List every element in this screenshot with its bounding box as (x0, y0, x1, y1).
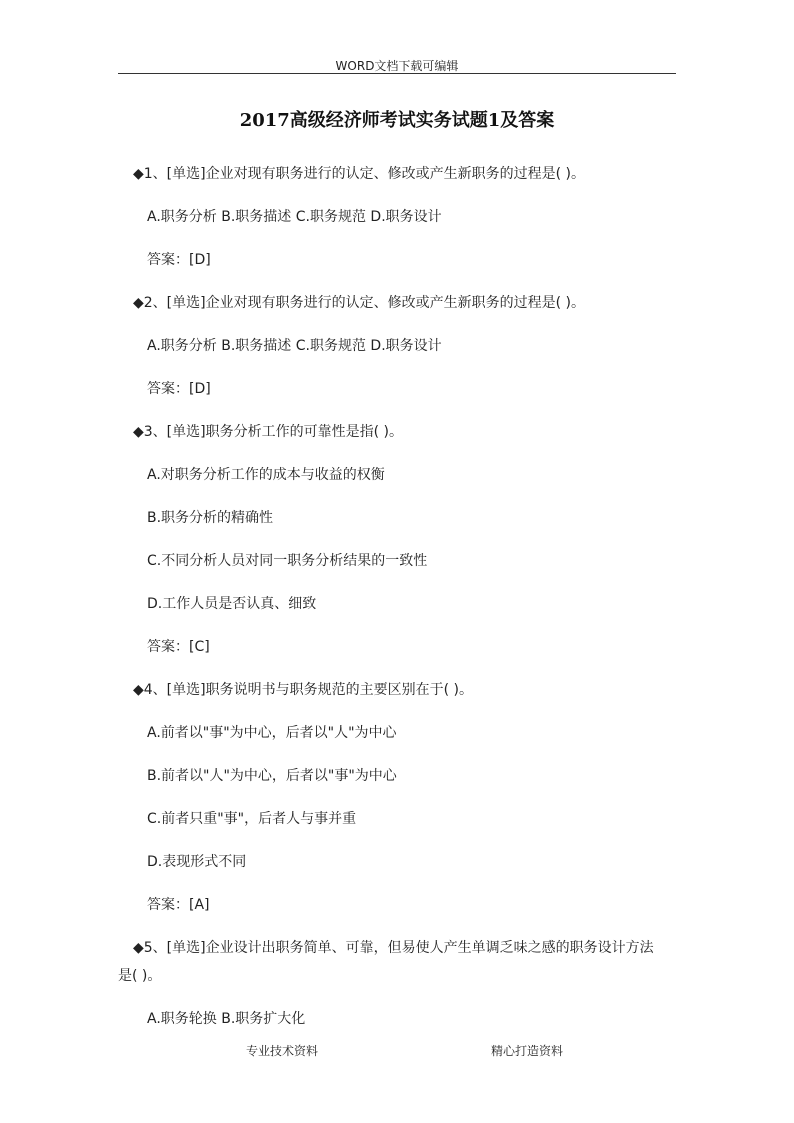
question-2-answer: 答案：[D] (147, 381, 211, 397)
question-5-options: A.职务轮换 B.职务扩大化 (147, 1011, 306, 1027)
question-3-option-d: D.工作人员是否认真、细致 (147, 596, 317, 612)
question-4-prompt: ◆4、[单选]职务说明书与职务规范的主要区别在于( )。 (133, 682, 473, 698)
question-5-prompt: ◆5、[单选]企业设计出职务简单、可靠，但易使人产生单调乏味之感的职务设计方法 (133, 940, 654, 956)
question-1-options: A.职务分析 B.职务描述 C.职务规范 D.职务设计 (147, 209, 442, 225)
question-3-option-a: A.对职务分析工作的成本与收益的权衡 (147, 467, 385, 483)
question-3-answer: 答案：[C] (147, 639, 210, 655)
question-4-option-d: D.表现形式不同 (147, 854, 247, 870)
question-4-answer: 答案：[A] (147, 897, 210, 913)
question-2-options: A.职务分析 B.职务描述 C.职务规范 D.职务设计 (147, 338, 442, 354)
footer-right: 精心打造资料 (491, 1044, 564, 1058)
question-4-option-a: A.前者以"事"为中心，后者以"人"为中心 (147, 725, 397, 741)
document-title: 2017高级经济师考试实务试题1及答案 (239, 110, 555, 131)
question-1-prompt: ◆1、[单选]企业对现有职务进行的认定、修改或产生新职务的过程是( )。 (133, 166, 585, 182)
question-3-prompt: ◆3、[单选]职务分析工作的可靠性是指( )。 (133, 424, 403, 440)
question-5-prompt-continued: 是( )。 (118, 968, 162, 984)
question-3-option-b: B.职务分析的精确性 (147, 510, 274, 526)
question-1-answer: 答案：[D] (147, 252, 211, 268)
header-divider (118, 73, 676, 74)
question-3-option-c: C.不同分析人员对同一职务分析结果的一致性 (147, 553, 428, 569)
footer-left: 专业技术资料 (246, 1044, 319, 1058)
page-header: WORD文档下载可编辑 (335, 59, 459, 73)
question-2-prompt: ◆2、[单选]企业对现有职务进行的认定、修改或产生新职务的过程是( )。 (133, 295, 585, 311)
question-4-option-b: B.前者以"人"为中心，后者以"事"为中心 (147, 768, 397, 784)
question-4-option-c: C.前者只重"事"，后者人与事并重 (147, 811, 357, 827)
